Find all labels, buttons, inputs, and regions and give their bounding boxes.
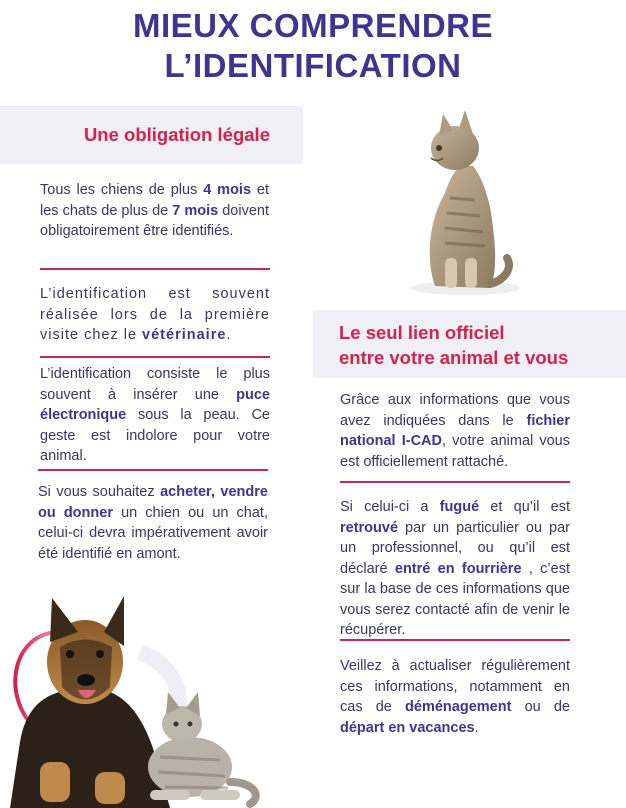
text: Tous les chiens de plus [40,182,204,198]
dog-and-cat-photo [0,592,272,808]
text: et les chats de plus de [40,182,270,219]
text: ou de [511,699,570,715]
page-title [0,6,626,86]
highlight-fugue: fugué [439,499,480,515]
highlight-veterinaire: vétérinaire [142,327,227,343]
text: Si celui-ci a [340,499,440,515]
text: , c’est sur la base de ces informations que vous serez contacté afin de venir le récupérer. [340,560,570,638]
right-heading [339,320,609,370]
highlight-acheter-vendre: acheter, vendre ou donner [38,484,268,521]
separator [40,356,270,358]
text: L’identification consiste le plus souvent à insérer une [40,366,270,403]
text: par un particulier ou par un professionnel, ou qu’il est déclaré [340,519,570,577]
right-heading-line-2: entre votre animal et vous [339,347,569,368]
left-heading: Une obligation légale [83,124,270,145]
cat-photo [395,108,525,298]
text: et qu’il est [479,499,570,515]
highlight-4-mois: 4 mois [203,182,252,198]
page-title-line-1: MIEUX COMPRENDRE [132,7,494,44]
text: L’identification est souvent réalisée lors de la première visite chez le [40,286,270,343]
separator [40,268,270,270]
paragraph-update-info [340,656,570,738]
highlight-depart-vacances: départ en vacances [340,719,475,736]
text: doivent obligatoirement être identifiés. [40,202,269,239]
paragraph-lost-animal [340,497,570,641]
paragraph-transfer [38,482,268,564]
right-heading-line-1: Le seul lien officiel [339,322,505,343]
separator [340,639,570,641]
text: . [226,327,232,343]
highlight-puce: puce électronique [40,386,270,423]
paragraph-vet-visit [40,284,270,346]
text: un chien ou un chat, celui-ci devra impérativement avoir été identifié en amont. [38,504,268,562]
text: . [474,719,479,736]
text: Veillez à actualiser régulièrement ces informations, notamment en cas de [340,658,570,715]
paragraph-microchip [40,364,270,467]
separator [38,469,268,471]
separator [340,481,570,483]
text: , votre animal vous est officiellement rattaché. [340,433,570,470]
text: sous la peau. Ce geste est indolore pour votre animal. [40,407,270,464]
highlight-retrouve: retrouvé [340,519,399,536]
highlight-fourriere: entré en fourrière [394,560,522,577]
text: Si vous souhaitez [38,484,161,500]
paragraph-icad-file [340,390,570,472]
text: Grâce aux informations que vous avez indiquées dans le [340,392,570,429]
highlight-fichier-icad: fichier national I-CAD [340,412,570,449]
page-title-line-2: L’IDENTIFICATION [164,47,462,84]
paragraph-age-requirement [40,180,269,242]
highlight-demenagement: déménagement [405,699,512,715]
highlight-7-mois: 7 mois [172,202,219,219]
